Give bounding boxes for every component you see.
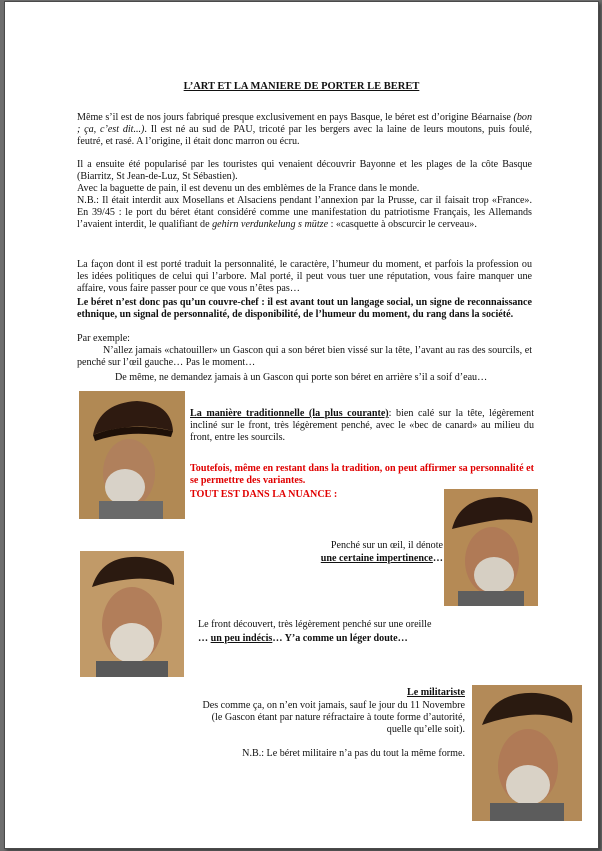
emblem-paragraph: Avec la baguette de pain, il est devenu un des emblèmes de la France dans le monde. <box>77 183 420 194</box>
intro-text-italic: (bon ; ça, c’est dit...) <box>77 112 532 135</box>
militariste-heading <box>205 687 465 699</box>
photo-tilted-beret <box>444 489 538 606</box>
social-language-paragraph <box>77 297 532 321</box>
nb-text-b: : «casquette à obscurcir le cerveau». <box>328 218 477 230</box>
variants-red-text: Toutefois, même en restant dans la tradition, on peut affirmer sa personnalité et se permettre des variantes. <box>190 463 534 486</box>
militariste-nb: N.B.: Le béret militaire n’a pas du tout la même forme. <box>242 748 465 759</box>
traditional-text: : bien calé sur la tête, légèrement incliné sur le front, très légèrement penché, avec le «bec de canard» au milieu du front, entre les sourcils. <box>190 408 534 443</box>
social-language-bold: Le béret n’est donc pas qu’un couvre-chef : il est avant tout un langage social, un signe de reconnaissance ethnique, un signal de personnalité, de disponibilité, de l’humeur du moment, du rang dans la société. <box>77 297 532 320</box>
intro-paragraph <box>77 112 532 147</box>
indecis-label: un peu indécis <box>210 633 273 644</box>
photo-traditional-beret <box>79 391 185 519</box>
militariste-heading-text: Le militariste <box>406 687 465 698</box>
militariste-line-3: quelle qu’elle soit). <box>386 724 465 735</box>
example-label: Par exemple: <box>77 333 130 344</box>
intro-text-b: . Il est né au sud de PAU, tricoté par les bergers avec la laine de leurs moutons, puis foulé, feutré, et rasé. A l’origine, il était donc marron ou écru. <box>77 123 533 147</box>
forehead-caption <box>198 633 538 645</box>
traditional-paragraph <box>190 408 534 443</box>
militariste-line-1: Des comme ça, on n’en voit jamais, sauf le jour du 11 Novembre <box>202 700 465 711</box>
tourists-paragraph: Il a ensuite été popularisé par les touristes qui venaient découvrir Bayonne et les plages de la côte Basque (Biarritz, St Jean-de-Luz, St Sébastien). <box>77 159 532 182</box>
intro-text-a: Même s’il est de nos jours fabriqué presque exclusivement en pays Basque, le béret est d’origine Béarnaise <box>77 112 514 123</box>
example-paragraph-1: N’allez jamais «chatouiller» un Gascon qui a son béret bien vissé sur la tête, l’avant au ras des sourcils, et penché sur l’œil gauche… Pas le moment… <box>77 345 532 368</box>
page-title: L’ART ET LA MANIERE DE PORTER LE BERET <box>183 81 420 92</box>
forehead-description: Le front découvert, très légèrement penché sur une oreille <box>198 619 432 630</box>
nb-text-a: N.B.: Il était interdit aux Mosellans et Alsaciens pendant l’annexion par la Prusse, car il faisait trop «France». En 39/45 : le port du béret étant considéré comme une manifestation du patriotisme Français, les Allemands l’avaient interdit, le qualifiant de <box>77 195 532 230</box>
photo-military-beret <box>472 685 582 821</box>
nb-text-italic: gehirn verdunkelung s mütze <box>212 218 329 230</box>
militariste-line-2: (le Gascon étant par nature réfractaire à toute forme d’autorité, <box>211 712 465 723</box>
tilted-description: Penché sur un œil, il dénote <box>330 540 443 551</box>
traditional-heading: La manière traditionnelle (la plus courante) <box>190 408 389 419</box>
example-paragraph-2: De même, ne demandez jamais à un Gascon qui porte son béret en arrière s’il a soif d’eau… <box>115 372 488 383</box>
tilted-caption <box>255 553 443 565</box>
nb-paragraph <box>77 195 532 230</box>
indecis-suffix: … Y’a comme un léger doute… <box>272 633 408 644</box>
nuance-red-heading: TOUT EST DANS LA NUANCE : <box>190 489 338 500</box>
photo-forehead-beret <box>80 551 184 677</box>
document-page <box>4 1 599 849</box>
personality-paragraph: La façon dont il est porté traduit la personnalité, le caractère, l’humeur du moment, et parfois la profession ou les idées politiques de celui qui l’arbore. Mal porté, il peut vous tuer une réputation, vous faire manquer une affaire, vous faire passer pour ce que vous n’êtes pas… <box>77 259 532 294</box>
indecis-prefix: … <box>198 633 211 644</box>
impertinence-label: une certaine impertinence <box>320 553 433 564</box>
impertinence-ellipsis: … <box>432 553 443 564</box>
